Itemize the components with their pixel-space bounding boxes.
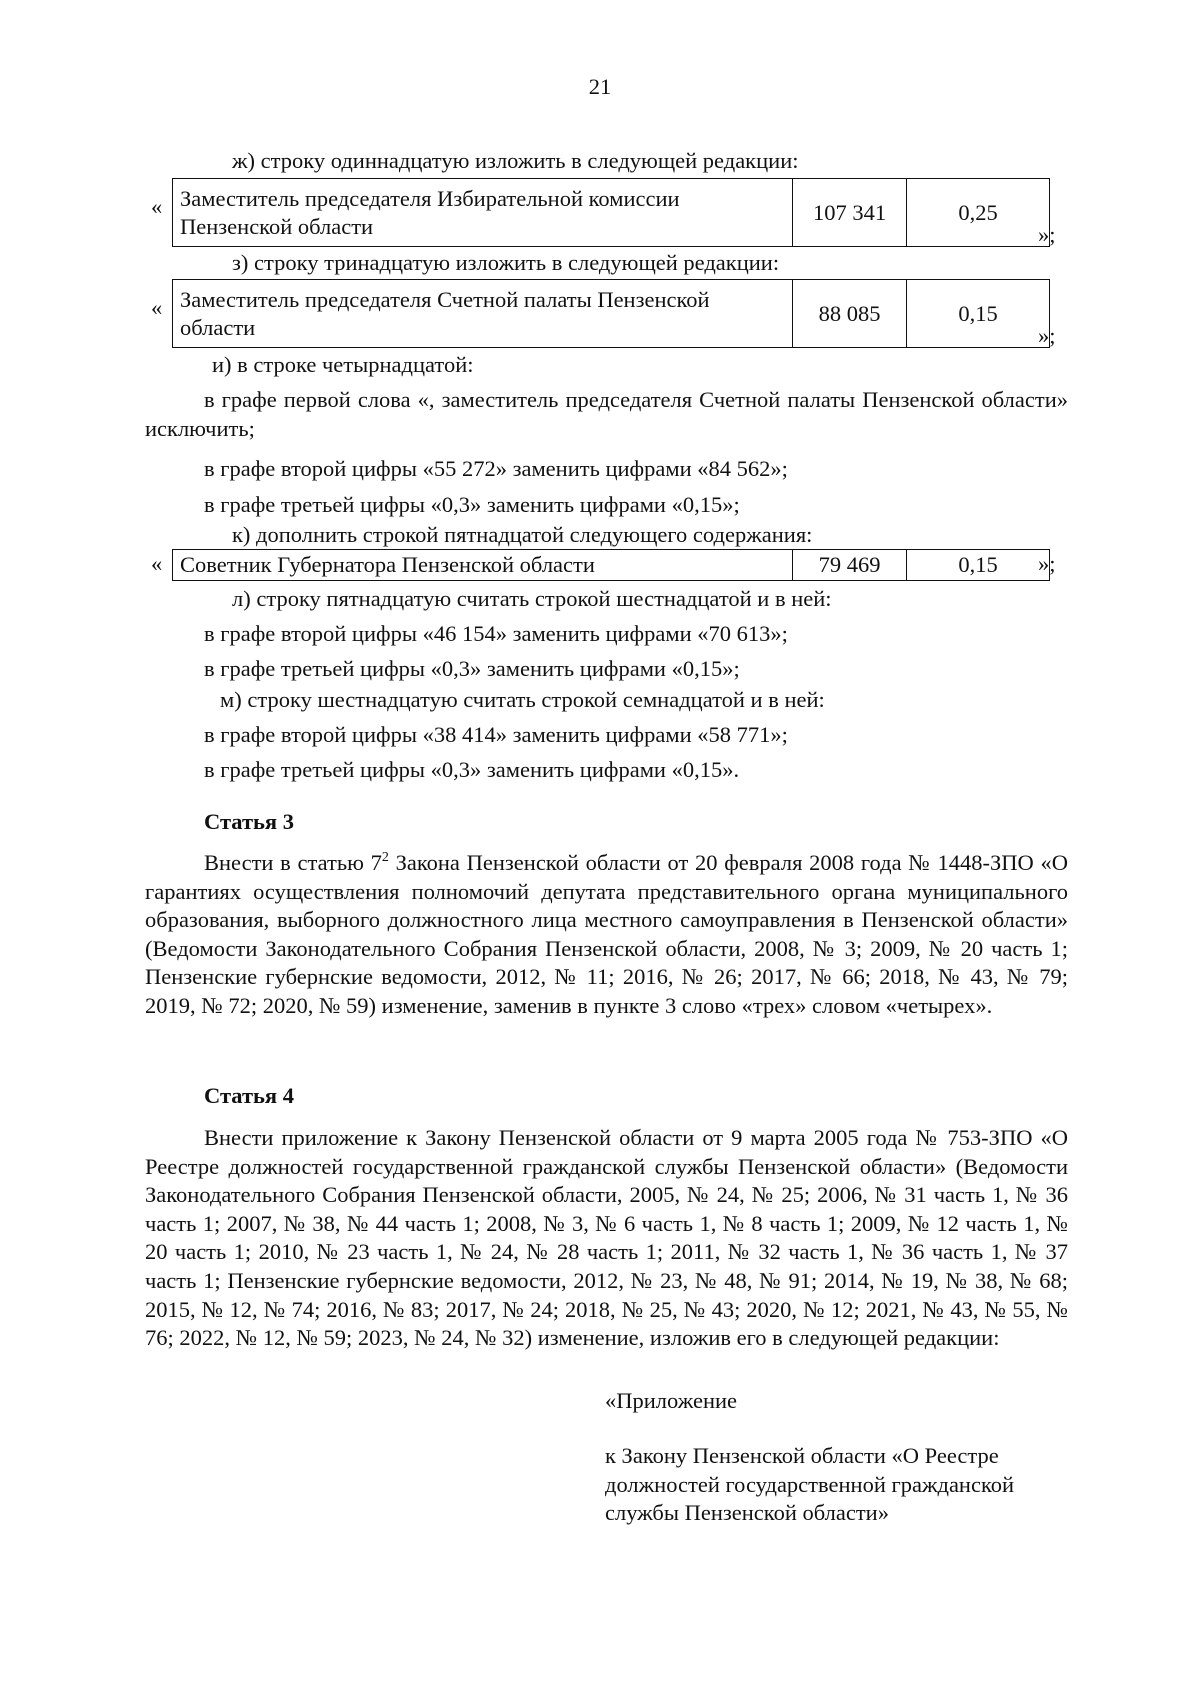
row11-name: Заместитель председателя Избирательной комиссии Пензенской области (173, 179, 793, 247)
row15-name: Советник Губернатора Пензенской области (173, 550, 793, 581)
quote-open: « (151, 194, 163, 219)
item-i-col3: в графе третьей цифры «0,3» заменить цифрами «0,15»; (204, 492, 740, 517)
item-i-col1 (145, 386, 1068, 443)
row15-amount: 79 469 (793, 550, 907, 581)
article3-sup: 2 (381, 850, 389, 865)
item-l-col2: в графе второй цифры «46 154» заменить цифрами «70 613»; (204, 621, 788, 646)
quote-open: « (151, 551, 163, 576)
quote-close: »; (1038, 222, 1056, 247)
item-l-col3: в графе третьей цифры «0,3» заменить цифрами «0,15»; (204, 656, 740, 681)
table-row-11 (172, 178, 1050, 247)
quote-close: »; (1038, 551, 1056, 576)
quote-close: »; (1038, 323, 1056, 348)
appendix-title: «Приложение (605, 1388, 738, 1413)
row11-coef: 0,25 (907, 179, 1050, 247)
row13-name: Заместитель председателя Счетной палаты Пензенской области (173, 280, 793, 348)
item-m: м) строку шестнадцатую считать строкой семнадцатой и в ней: (220, 687, 825, 712)
article3-heading: Статья 3 (204, 809, 294, 834)
item-k: к) дополнить строкой пятнадцатой следующего содержания: (232, 522, 813, 547)
item-l: л) строку пятнадцатую считать строкой шестнадцатой и в ней: (232, 586, 832, 611)
row15-coef: 0,15 (907, 550, 1050, 581)
row13-coef: 0,15 (907, 280, 1050, 348)
item-i: и) в строке четырнадцатой: (212, 352, 474, 377)
row11-amount: 107 341 (793, 179, 907, 247)
article4-heading: Статья 4 (204, 1083, 294, 1108)
item-zh: ж) строку одиннадцатую изложить в следующей редакции: (232, 148, 799, 173)
article4-body (145, 1124, 1068, 1353)
article3-text-a: Внести в статью 7 (204, 850, 382, 875)
table-row-15 (172, 549, 1050, 581)
article4-paragraph: Внести приложение к Закону Пензенской области от 9 марта 2005 года № 753-ЗПО «О Реестре должностей государственной гражданской службы Пензенской области» (Ведомости Законодательного Собрания Пензенской области, 2005, № 24, № 25; 2006, № 31 часть 1, № 36 часть 1; 2007, № 38, № 44 часть 1; 2008, № 3, № 6 часть 1, № 8 часть 1; 2009, № 12 часть 1, № 20 часть 1; 2010, № 23 часть 1, № 24, № 28 часть 1; 2011, № 32 часть 1, № 36 часть 1, № 37 часть 1; Пензенские губернские ведомости, 2012, № 23, № 48, № 91; 2014, № 19, № 38, № 68; 2015, № 12, № 74; 2016, № 83; 2017, № 24; 2018, № 25, № 43; 2020, № 12; 2021, № 43, № 55, № 76; 2022, № 12, № 59; 2023, № 24, № 32) изменение, изложив его в следующей редакции: (145, 1125, 1068, 1351)
article3-body (145, 849, 1068, 1021)
row13-amount: 88 085 (793, 280, 907, 348)
table-row-13 (172, 279, 1050, 348)
item-z: з) строку тринадцатую изложить в следующей редакции: (232, 250, 780, 275)
appendix-subtitle: к Закону Пензенской области «О Реестре должностей государственной гражданской службы Пензенской области» (605, 1443, 1015, 1526)
quote-open: « (151, 295, 163, 320)
item-m-col3: в графе третьей цифры «0,3» заменить цифрами «0,15». (204, 757, 740, 782)
item-m-col2: в графе второй цифры «38 414» заменить цифрами «58 771»; (204, 722, 788, 747)
page-number: 21 (588, 74, 612, 99)
article3-text-b: Закона Пензенской области от 20 февраля 2008 года № 1448-ЗПО «О гарантиях осуществления полномочий депутата представительного органа муниципального образования, выборного должностного лица местного самоуправления в Пензенской области» (Ведомости Законодательного Собрания Пензенской области, 2008, № 3; 2009, № 20 часть 1; Пензенские губернские ведомости, 2012, № 11; 2016, № 26; 2017, № 66; 2018, № 43, № 79; 2019, № 72; 2020, № 59) изменение, заменив в пункте 3 слово «трех» словом «четырех». (145, 850, 1069, 1018)
item-i-col1-text: в графе первой слова «, заместитель председателя Счетной палаты Пензенской области» исключить; (145, 387, 1068, 441)
item-i-col2: в графе второй цифры «55 272» заменить цифрами «84 562»; (204, 456, 788, 481)
article3-paragraph (145, 849, 1068, 1021)
